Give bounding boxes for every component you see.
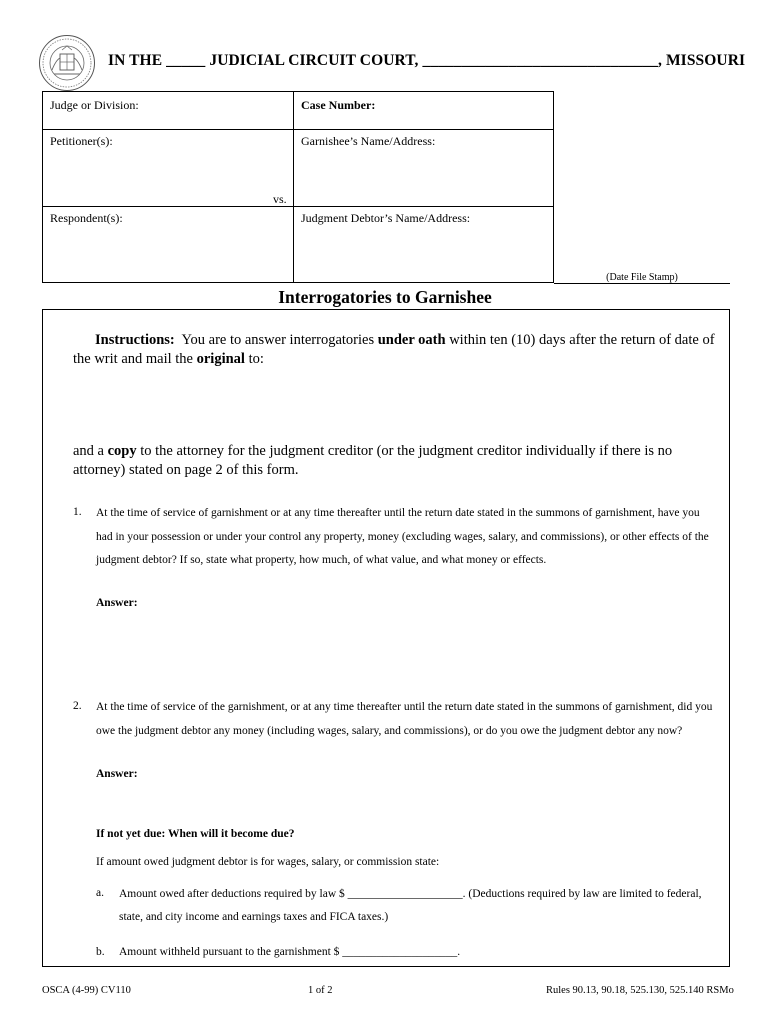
instructions-text: to: [248, 351, 264, 367]
answer-label: Answer: [96, 768, 138, 780]
respondent-label: Respondent(s): [50, 211, 123, 225]
judge-division-label: Judge or Division: [50, 98, 139, 112]
instructions-lead: Instructions: [95, 332, 175, 348]
petitioner-label: Petitioner(s): [50, 134, 113, 148]
date-file-stamp-label: (Date File Stamp) [606, 272, 678, 283]
question-text: At the time of service of garnishment or at any time thereafter until the return date stated in the summons of garnishment, have you had in your possession or under your control any property, money (excluding wages, salary, and commissions), or other effects of the judgment debtor? If so, state what property, how much, of what value, and what money or effects. [96, 507, 709, 566]
table-divider [293, 92, 294, 282]
table-divider [43, 206, 553, 207]
instructions-paragraph [73, 331, 718, 369]
item-b-text: Amount withheld pursuant to the garnishment $ ____________________. [119, 946, 461, 958]
garnishee-name-address-label: Garnishee’s Name/Address: [301, 134, 436, 148]
question-text: At the time of service of the garnishment, or at any time thereafter until the return date stated in the summons of garnishment, did you owe the judgment debtor any money (including wages, salary, and commissions), or do you owe the judgment debtor any now? [96, 701, 713, 737]
instructions-under-oath: under oath [377, 332, 446, 348]
item-b-letter: b. [96, 946, 105, 958]
instructions-original: original [196, 351, 245, 367]
versus-label: vs. [273, 192, 287, 206]
instructions-text: within ten (10) days after the return of date of the writ and mail the [73, 332, 715, 367]
copy-paragraph [73, 442, 718, 480]
rules-citation: Rules 90.13, 90.18, 525.130, 525.140 RSMo [546, 985, 734, 996]
copy-text: to the attorney for the judgment creditor (or the judgment creditor individually if there is no attorney) stated on page 2 of this form. [73, 443, 673, 478]
instructions-text: You are to answer interrogatories [181, 332, 375, 348]
page-number: 1 of 2 [308, 985, 333, 996]
judgment-debtor-name-address-label: Judgment Debtor’s Name/Address: [301, 211, 471, 225]
date-stamp-line [554, 283, 730, 284]
question-number: 1. [73, 506, 82, 518]
form-id: OSCA (4-99) CV110 [42, 985, 131, 996]
question-number: 2. [73, 700, 82, 712]
case-caption-table [42, 91, 554, 283]
form-title: Interrogatories to Garnishee [278, 287, 492, 307]
interrogatories-box [42, 309, 730, 967]
missouri-state-seal-icon [38, 34, 96, 92]
wages-intro-text: If amount owed judgment debtor is for wages, salary, or commission state: [96, 856, 440, 868]
copy-text: and a [73, 443, 104, 459]
case-number-label: Case Number: [301, 98, 376, 112]
court-title: IN THE _____ JUDICIAL CIRCUIT COURT, ______________________________, MISSOURI [108, 52, 746, 69]
answer-label: Answer: [96, 597, 138, 609]
item-a-letter: a. [96, 887, 104, 899]
copy-bold: copy [107, 443, 137, 459]
item-a-text: Amount owed after deductions required by law $ ____________________. (Deductions required by law are limited to federal, state, and city income and earnings taxes and FICA taxes.) [119, 888, 702, 923]
not-yet-due-label: If not yet due: When will it become due? [96, 828, 295, 840]
table-divider [43, 129, 553, 130]
